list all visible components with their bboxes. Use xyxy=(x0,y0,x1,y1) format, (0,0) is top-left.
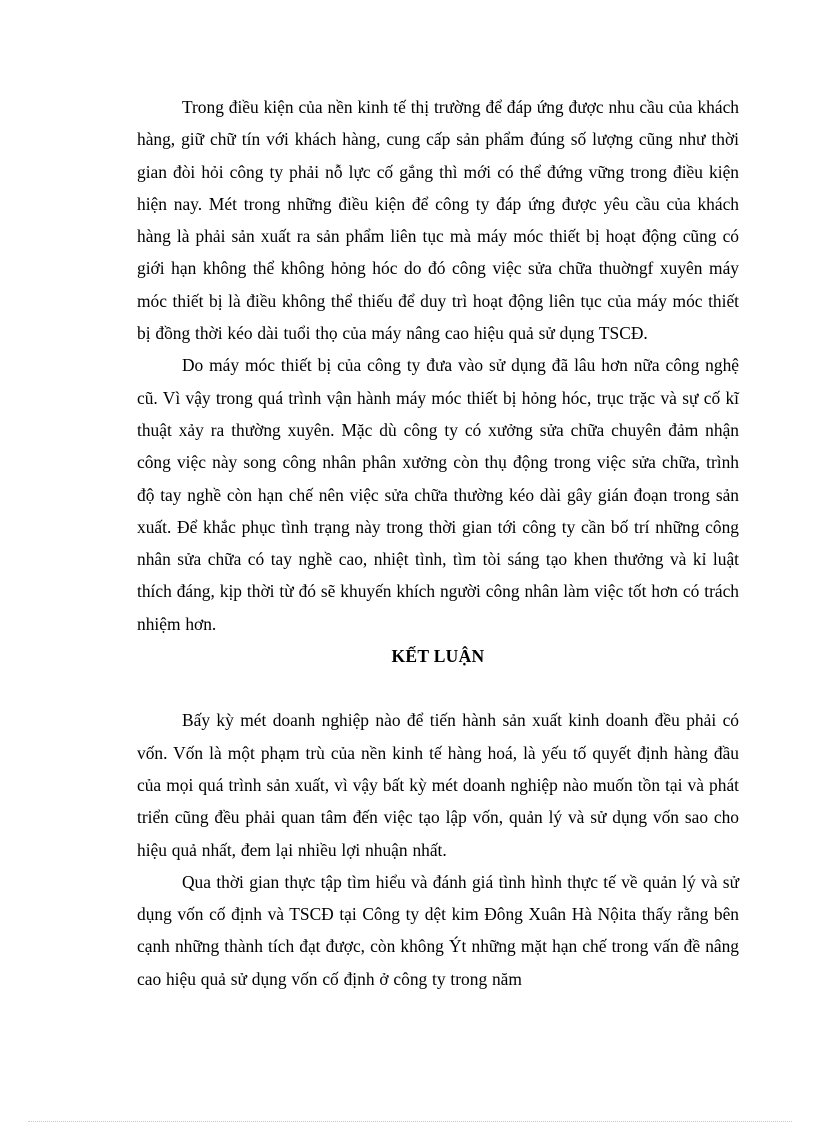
paragraph-internship-findings: Qua thời gian thực tập tìm hiểu và đánh giá tình hình thực tế về quản lý và sử dụng vốn cố định và TSCĐ tại Công ty dệt kim Đông Xuân Hà Nộita thấy rằng bên cạnh những thành tích đạt được, còn không Ýt những mặt hạn chế trong vấn đề nâng cao hiệu quả sử dụng vốn cố định ở công ty trong năm xyxy=(137,871,739,989)
page-bottom-divider xyxy=(28,1121,792,1122)
document-body xyxy=(137,91,739,995)
paragraph-maintenance-need: Trong điều kiện của nền kinh tế thị trường để đáp ứng được nhu cầu của khách hàng, giữ chữ tín với khách hàng, cung cấp sản phẩm đúng số lượng cũng như thời gian đòi hỏi công ty phải nỗ lực cố gắng thì mới có thể đứng vững trong điều kiện hiện nay. Mét trong những điều kiện để công ty đáp ứng được yêu cầu của khách hàng là phải sản xuất ra sản phẩm liên tục mà máy móc thiết bị hoạt động cũng có giới hạn không thể không hỏng hóc do đó công việc sửa chữa thuờngf xuyên máy móc thiết bị là điều không thể thiếu để duy trì hoạt động liên tục của máy móc thiết bị đồng thời kéo dài tuổi thọ của máy nâng cao hiệu quả sử dụng TSCĐ. xyxy=(137,97,739,344)
paragraph-capital-importance: Bấy kỳ mét doanh nghiệp nào để tiến hành sản xuất kinh doanh đều phải có vốn. Vốn là một phạm trù của nền kinh tế hàng hoá, là yếu tố quyết định hàng đầu của mọi quá trình sản xuất, vì vậy bất kỳ mét doanh nghiệp nào muốn tồn tại và phát triển cũng đều phải quan tâm đến việc tạo lập vốn, quản lý và sử dụng vốn sao cho hiệu quả nhất, đem lại nhiều lợi nhuận nhất. xyxy=(137,710,739,860)
heading-spacer xyxy=(137,672,739,704)
paragraph-equipment-repair: Do máy móc thiết bị của công ty đưa vào sử dụng đã lâu hơn nữa công nghệ cũ. Vì vậy trong quá trình vận hành máy móc thiết bị hỏng hóc, trục trặc và sự cố kĩ thuật xảy ra thường xuyên. Mặc dù công ty có xưởng sửa chữa chuyên đảm nhận công việc này song công nhân phân xưởng còn thụ động trong việc sửa chữa, trình độ tay nghề còn hạn chế nên việc sửa chữa thường kéo dài gây gián đoạn trong sản xuất. Để khắc phục tình trạng này trong thời gian tới công ty cần bố trí những công nhân sửa chữa có tay nghề cao, nhiệt tình, tìm tòi sáng tạo khen thưởng và kỉ luật thích đáng, kịp thời từ đó sẽ khuyến khích người công nhân làm việc tốt hơn có trách nhiệm hơn. xyxy=(137,355,739,634)
section-heading-conclusion: KẾT LUẬN xyxy=(391,646,485,667)
